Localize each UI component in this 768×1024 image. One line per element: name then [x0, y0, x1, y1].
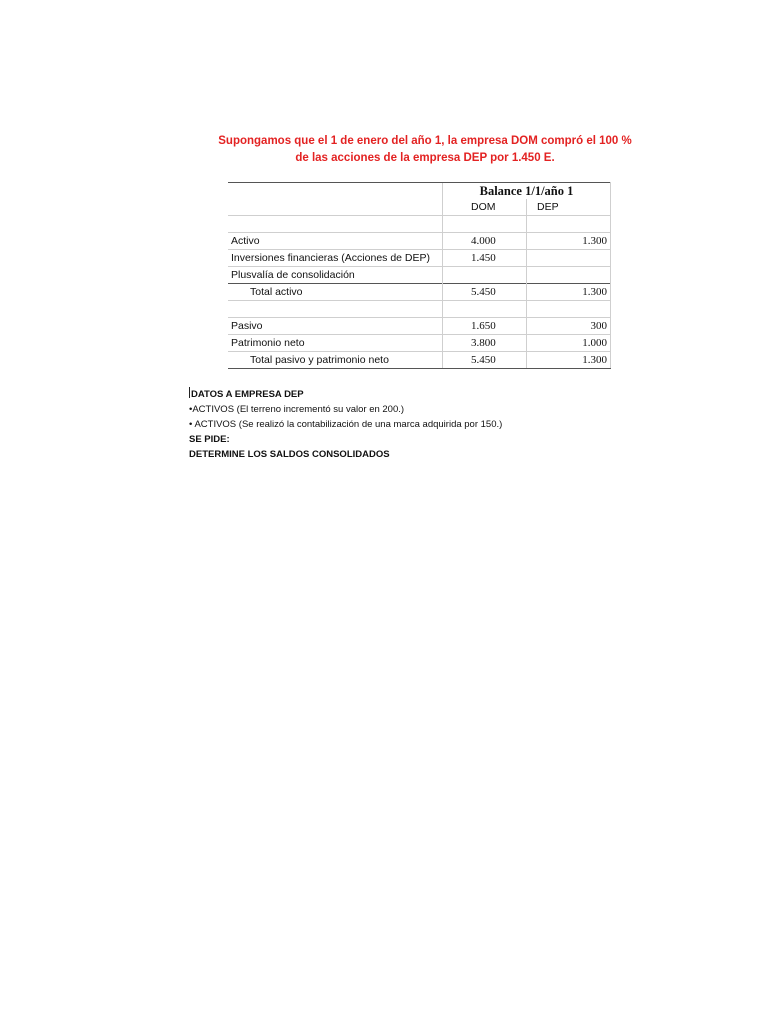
- row-dom-value: 1.450: [443, 250, 527, 267]
- bullet-terreno: •ACTIVOS (El terreno incrementó su valor en 200.): [189, 404, 405, 415]
- table-row-total: [228, 352, 611, 369]
- spacer-cell: [443, 216, 527, 233]
- table-title: Balance 1/1/año 1: [443, 183, 611, 200]
- heading-line-1: Supongamos que el 1 de enero del año 1, la empresa DOM compró el 100 %: [218, 135, 632, 147]
- table-row: [228, 233, 611, 250]
- row-dom-value: 5.450: [443, 284, 527, 301]
- table-row-total: [228, 284, 611, 301]
- row-dom-value: 1.650: [443, 318, 527, 335]
- table-corner-cell: [228, 183, 443, 200]
- text-cursor: [189, 387, 190, 398]
- row-dep-value: [527, 301, 611, 318]
- row-label: Inversiones financieras (Acciones de DEP): [228, 250, 443, 267]
- row-dom-value: 5.450: [443, 352, 527, 369]
- row-label: Total pasivo y patrimonio neto: [228, 352, 443, 369]
- row-dep-value: 1.300: [527, 233, 611, 250]
- spacer-cell: [527, 216, 611, 233]
- row-dep-value: [527, 250, 611, 267]
- row-label: Pasivo: [228, 318, 443, 335]
- table-header-row: [228, 199, 611, 216]
- row-label: [228, 301, 443, 318]
- row-dep-value: 300: [527, 318, 611, 335]
- table-spacer-row: [228, 216, 611, 233]
- problem-heading: [180, 133, 670, 167]
- spacer-cell: [228, 216, 443, 233]
- row-dom-value: [443, 267, 527, 284]
- task-statement: DETERMINE LOS SALDOS CONSOLIDADOS: [189, 449, 390, 460]
- row-dom-value: 3.800: [443, 335, 527, 352]
- table-title-row: [228, 183, 611, 200]
- datos-title-line: [189, 387, 609, 402]
- row-dep-value: [527, 267, 611, 284]
- notes-section: [189, 387, 609, 462]
- datos-title: DATOS A EMPRESA DEP: [191, 389, 304, 400]
- row-label: Total activo: [228, 284, 443, 301]
- row-label: Activo: [228, 233, 443, 250]
- bullet-marca: • ACTIVOS (Se realizó la contabilización de una marca adquirida por 150.): [189, 419, 503, 430]
- table-row: [228, 267, 611, 284]
- table-row: [228, 335, 611, 352]
- header-blank-cell: [228, 199, 443, 216]
- heading-line-2: de las acciones de la empresa DEP por 1.450 E.: [295, 152, 555, 164]
- table-row: [228, 318, 611, 335]
- row-dep-value: 1.300: [527, 352, 611, 369]
- table-spacer-row: [228, 301, 611, 318]
- row-dep-value: 1.000: [527, 335, 611, 352]
- balance-table: [228, 182, 611, 369]
- row-dom-value: 4.000: [443, 233, 527, 250]
- column-header-dom: DOM: [443, 199, 527, 216]
- column-header-dep: DEP: [527, 199, 611, 216]
- row-label: Plusvalía de consolidación: [231, 269, 355, 281]
- se-pide-label: SE PIDE:: [189, 434, 230, 445]
- row-dep-value: 1.300: [527, 284, 611, 301]
- table-row: [228, 250, 611, 267]
- row-label: Patrimonio neto: [228, 335, 443, 352]
- row-dom-value: [443, 301, 527, 318]
